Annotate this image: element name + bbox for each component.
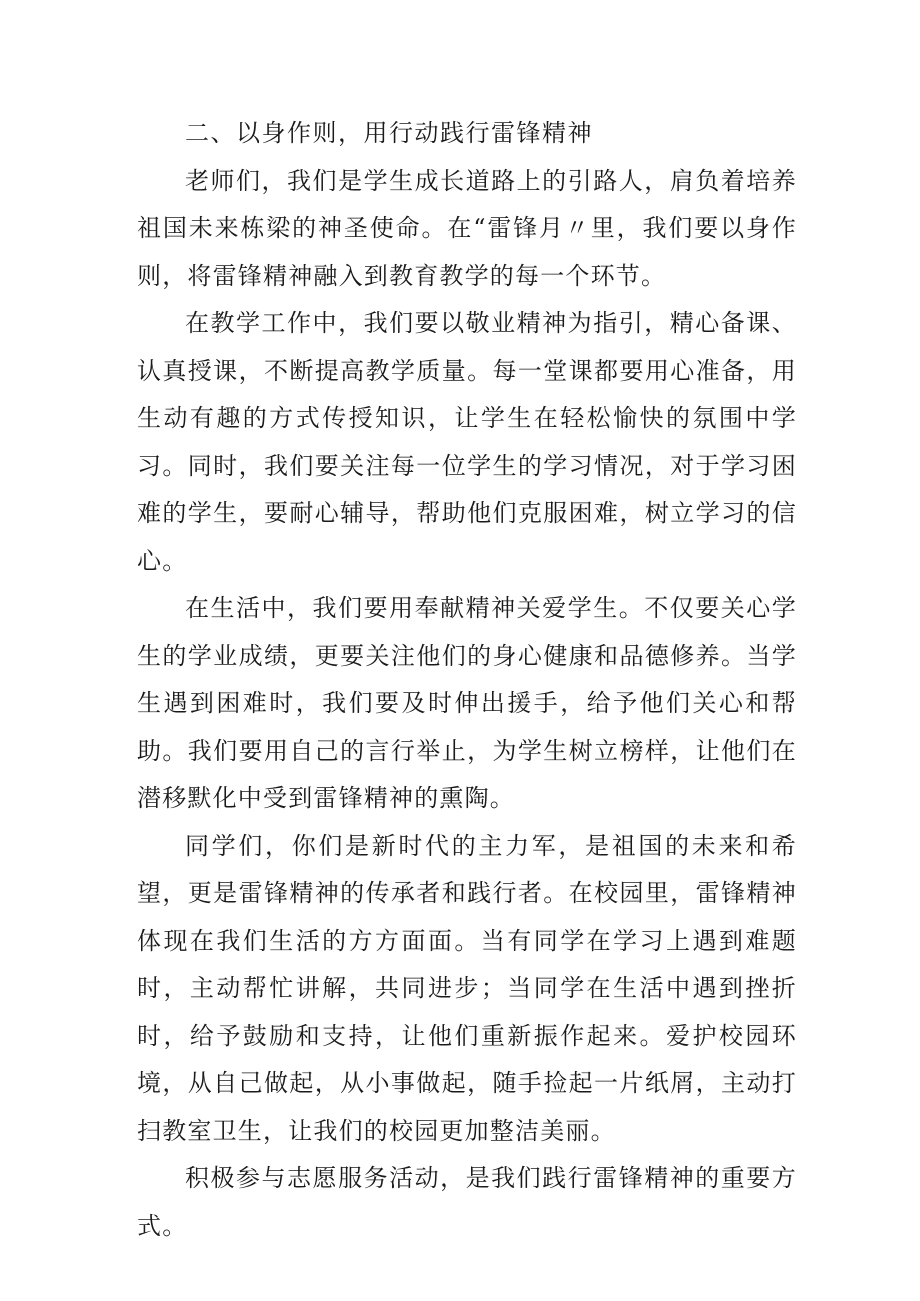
section-heading: 二、以身作则，用行动践行雷锋精神 [185,119,593,147]
paragraph-volunteer: 积极参与志愿服务活动，是我们践行雷锋精神的重要方式。 [137,1164,797,1240]
paragraph-teaching-work: 在教学工作中，我们要以敬业精神为指引，精心备课、认真授课，不断提高教学质量。每一堂课都要用心准备，用生动有趣的方式传授知识，让学生在轻松愉快的氛围中学习。同时，我们要关注每一位学生的学习情况，对于学习困难的学生，要耐心辅导，帮助他们克服困难，树立学习的信心。 [137,309,797,575]
paragraph-teachers-intro: 老师们，我们是学生成长道路上的引路人，肩负着培养祖国未来栋梁的神圣使命。在“雷锋月〃里，我们要以身作则，将雷锋精神融入到教育教学的每一个环节。 [137,166,797,290]
paragraph-students: 同学们，你们是新时代的主力军，是祖国的未来和希望，更是雷锋精神的传承者和践行者。在校园里，雷锋精神体现在我们生活的方方面面。当有同学在学习上遇到难题时，主动帮忙讲解，共同进步；当同学在生活中遇到挫折时，给予鼓励和支持，让他们重新振作起来。爱护校园环境，从自己做起，从小事做起，随手捡起一片纸屑，主动打扫教室卫生，让我们的校园更加整洁美丽。 [137,831,797,1145]
paragraph-daily-life: 在生活中，我们要用奉献精神关爱学生。不仅要关心学生的学业成绩，更要关注他们的身心健康和品德修养。当学生遇到困难时，我们要及时伸出援手，给予他们关心和帮助。我们要用自己的言行举止，为学生树立榜样，让他们在潜移默化中受到雷锋精神的熏陶。 [137,594,797,812]
document-body [137,110,797,1250]
